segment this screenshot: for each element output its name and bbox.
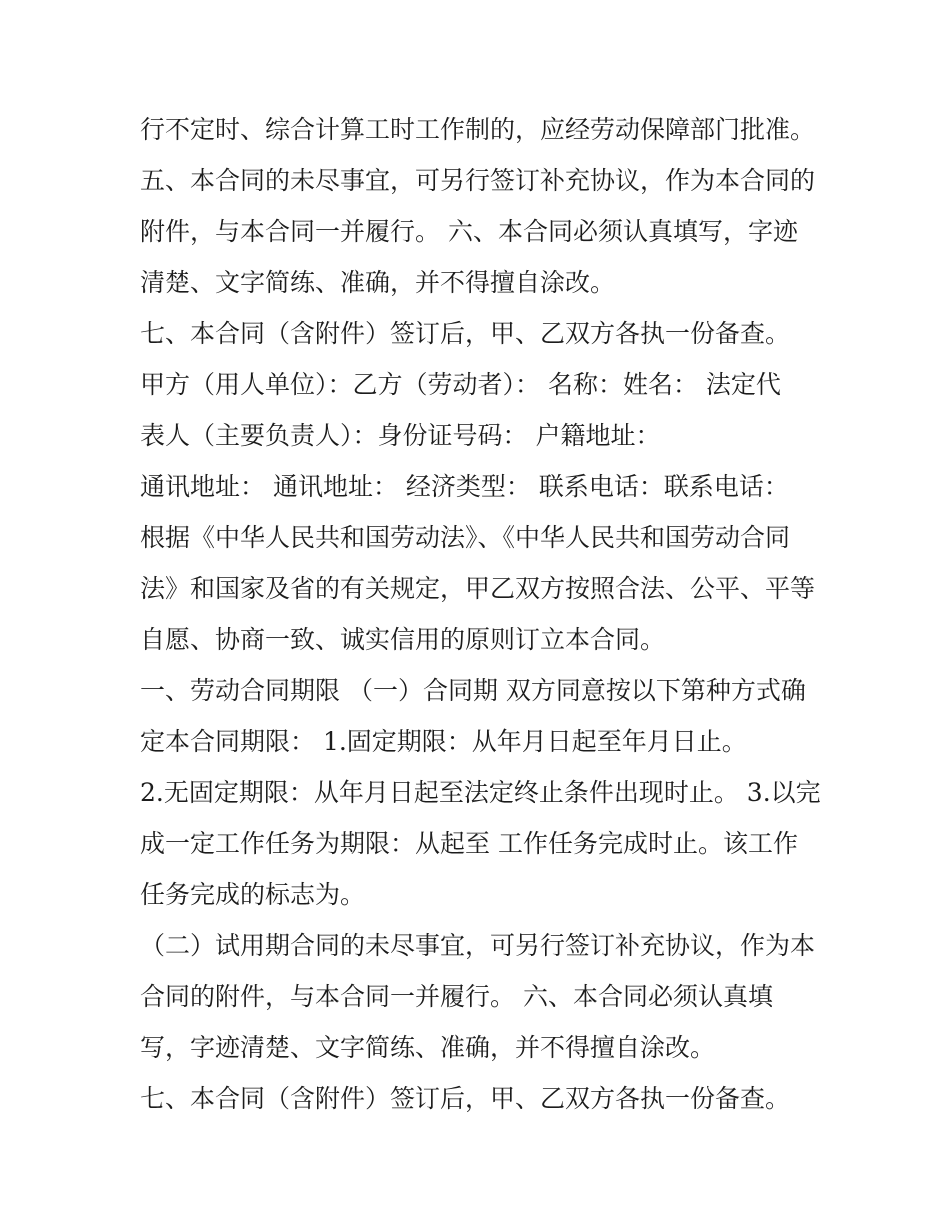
text-line: 成一定工作任务为期限：从起至 工作任务完成时止。该工作	[140, 829, 798, 858]
text-line: 一、劳动合同期限 （一）合同期 双方同意按以下第种方式确	[140, 676, 806, 705]
text-line: 附件，与本合同一并履行。 六、本合同必须认真填写，字迹	[140, 217, 798, 246]
text-line: 五、本合同的未尽事宜，可另行签订补充协议，作为本合同的	[140, 166, 816, 195]
text-line: 通讯地址： 通讯地址： 经济类型： 联系电话：联系电话：	[140, 472, 789, 501]
text-line: （二）试用期合同的未尽事宜，可另行签订补充协议，作为本	[140, 931, 816, 960]
text-line: 2.无固定期限：从年月日起至法定终止条件出现时止。 3.以完	[140, 778, 821, 807]
text-line: 自愿、协商一致、诚实信用的原则订立本合同。	[140, 625, 666, 654]
text-line: 七、本合同（含附件）签订后，甲、乙双方各执一份备查。	[140, 319, 791, 348]
text-line: 行不定时、综合计算工时工作制的，应经劳动保障部门批准。	[140, 115, 816, 144]
text-line: 七、本合同（含附件）签订后，甲、乙双方各执一份备查。	[140, 1084, 791, 1113]
text-line: 法》和国家及省的有关规定，甲乙双方按照合法、公平、平等	[140, 574, 816, 603]
text-line: 定本合同期限： 1.固定期限：从年月日起至年月日止。	[140, 727, 747, 756]
text-line: 合同的附件，与本合同一并履行。 六、本合同必须认真填	[140, 982, 773, 1011]
text-line: 甲方（用人单位）：乙方（劳动者）： 名称：姓名： 法定代	[140, 370, 781, 399]
text-line: 任务完成的标志为。	[140, 880, 366, 909]
text-line: 根据《中华人民共和国劳动法》、《中华人民共和国劳动合同	[140, 523, 791, 552]
text-line: 写，字迹清楚、文字简练、准确，并不得擅自涂改。	[140, 1033, 716, 1062]
text-line: 表人（主要负责人）：身份证号码： 户籍地址：	[140, 421, 661, 450]
text-line: 清楚、文字简练、准确，并不得擅自涂改。	[140, 268, 616, 297]
contract-text-body	[140, 107, 830, 1127]
